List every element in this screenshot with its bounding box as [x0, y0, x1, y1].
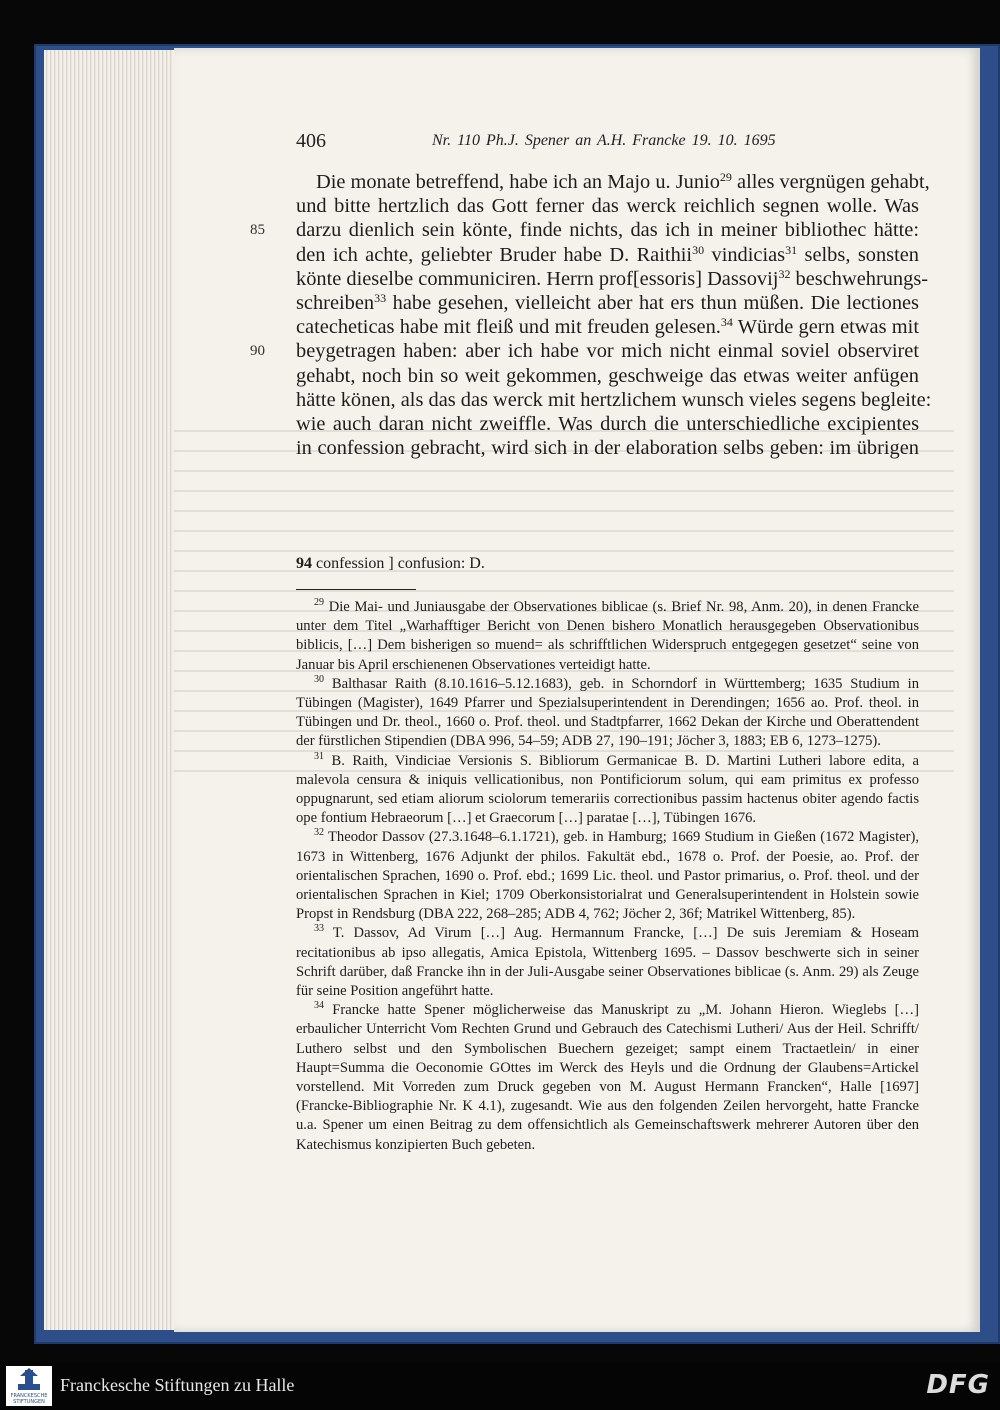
text-line: und bitte hertzlich das Gott ferner das werck reichlich segnen wolle. Was [296, 195, 919, 218]
footnote-number: 29 [314, 597, 324, 608]
text-line: könte dieselbe communiciren. Herrn prof[essoris] Dassovij$^{32}$ beschwehrungs- [296, 266, 929, 290]
footnote [296, 924, 919, 1001]
text-line: hätte könen, als das das werck mit hertzlichem wunsch vieles segens begleite: [296, 388, 932, 411]
apparatus-text: confession ] confusion: D. [316, 555, 485, 572]
footnote [296, 752, 919, 829]
footnote-number: 33 [314, 923, 324, 935]
footnote [296, 598, 919, 675]
text-line: wie auch daran nicht zweiffle. Was durch die unterschiedliche excipientes [296, 412, 919, 435]
institution-name[interactable]: Franckesche Stiftungen zu Halle [60, 1375, 295, 1395]
text-line: in confession gebracht, wird sich in der elaboration selbs geben: im übrigen [296, 437, 919, 460]
footnote [296, 1001, 919, 1155]
text-line: den ich achte, geliebter Bruder habe D. Raithii$^{30}$ vindicias$^{31}$ selbs, sonsten [296, 242, 919, 266]
footnote-text: Balthasar Raith (8.10.1616–5.12.1683), geb. in Schorndorf in Württemberg; 1635 Studium in Tübingen (Magister), 1649 Pfarrer und Spezialsuperintendent in Derendingen; 1656 ao. Prof. theol. in Tübingen und Dr. theol., 1660 o. Prof. theol. und Stadtpfarrer, 1662 Dekan der Kirche und Oberattendent der fürstlichen Stipendien (DBA 996, 54–59; ADB 27, 190–191; Jöcher 3, 1883; EB 6, 1273–1275). [296, 675, 919, 750]
footnote [296, 828, 919, 924]
footnote-number: 30 [314, 673, 324, 685]
text-line: catecheticas habe mit fleiß und mit freuden gelesen.$^{34}$ Würde gern etwas mit [296, 315, 919, 339]
line-number: 90 [250, 343, 265, 360]
line-number: 85 [250, 222, 265, 239]
page-number: 406 [296, 130, 326, 152]
apparatus-line-ref: 94 [296, 555, 312, 572]
text-line: darzu dienlich sein könte, finde nichts, das ich in meiner bibliothec hätte: 85 [250, 219, 919, 242]
critical-apparatus [296, 555, 485, 573]
footnote-number: 34 [314, 1000, 324, 1012]
footnote-rule [296, 589, 416, 590]
footnote-text: B. Raith, Vindiciae Versionis S. Bibliorum Germanicae B. D. Martini Lutheri labore edita, a malevola censura & iniquis vellicationibus, non Pontificiorum solum, qui eam primitus ex professo oppugnarunt, sed etiam aliorum sciolorum temerariis correctionibus passim hactenus obiter agendo factis ope fontium Hebraeorum […] et Graecorum […] paratae […], Tübingen 1676. [296, 752, 919, 827]
svg-text:FRANCKESCHE: FRANCKESCHE [10, 1393, 48, 1399]
footnote-text: T. Dassov, Ad Virum […] Aug. Hermannum Francke, […] De suis Jeremiam & Hoseam recitationibus ab ipso allegatis, Amica Epistola, Wittenberg 1695. – Dassov beschwerte sich in seiner Schrift darüber, daß Francke ihn in der Juli-Ausgabe seiner Observationes biblicae (s. Anm. 29) als Zeuge für seine Position angeführt hatte. [296, 925, 919, 1000]
franckesche-stiftungen-logo [6, 1366, 52, 1406]
text-line: gehabt, noch bin so weit gekommen, geschweige das etwas weiter anfügen [296, 364, 919, 387]
footnote-text: Die Mai- und Juniausgabe der Observationes biblicae (s. Brief Nr. 98, Anm. 20), in denen Francke unter dem Titel „Warhafftiger Bericht von Denen bishero Monatlich herausgegeben Observationibus biblicis, […] Dem bisherigen so muend= als schrifftlichen Widerspruch entgegegen gesetzet“ seine von Januar bis April erschienenen Observationes verteidigt hatte. [296, 599, 919, 673]
footnote [296, 675, 919, 752]
footnote-number: 32 [314, 827, 324, 839]
dfg-logo: DFG [926, 1370, 990, 1400]
footnote-text: Theodor Dassov (27.3.1648–6.1.1721), geb. in Hamburg; 1669 Studium in Gießen (1672 Magister), 1673 in Wittenberg, 1676 Adjunkt der philos. Fakultät ebd., 1678 o. Prof. der Poesie, ao. Prof. der orientalischen Sprachen, 1690 o. Prof. ebd.; 1699 Lic. theol. und Pastor primarius, o. Prof. theol. und der orientalischen Sprachen in Kiel; 1709 Oberkonsistorialrat und Generalsuperintendent in Holstein sowie Propst in Rendsburg (DBA 222, 268–285; ADB 4, 762; Jöcher 2, 36f; Matrikel Wittenberg, 85). [296, 829, 919, 923]
running-head: Nr. 110 Ph.J. Spener an A.H. Francke 19. 10. 1695 [432, 132, 776, 149]
svg-text:STIFTUNGEN: STIFTUNGEN [13, 1399, 45, 1405]
footnote-text: Francke hatte Spener möglicherweise das Manuskript zu „M. Johann Hieron. Wieglebs […] erbaulicher Unterricht Vom Rechten Grund und Gebrauch des Catechismi Lutheri/ Aus der Heil. Schrifft/ Luthero selbst und den Symbolischen Buechern gezeiget; sampt einem Tractaetlein/ in einer Haupt=Summa die Oeconomie GOttes im Werck des Heyls und die Ordnung der Glaubens=Artickel vorstellend. Mit Vorreden zum Druck gegeben von M. August Hermann Francken“, Halle [1697] (Francke-Bibliographie Nr. K 4.1), zugesandt. Wie aus den folgenden Zeilen hervorgeht, hatte Francke u.a. Spener um einen Beitrag zu dem offensichtlich als Gemeinschaftswerk mehrerer Autoren über den Katechismus konzipierten Buch gebeten. [296, 1002, 919, 1153]
text-line: schreiben$^{33}$ habe gesehen, vielleicht aber hat ers thun müßen. Die lectiones [296, 290, 919, 314]
footer-bar [0, 1362, 1000, 1410]
footnote-number: 31 [314, 750, 324, 762]
text-line: beygetragen haben: aber ich habe vor mich nicht einmal soviel observiret 90 [250, 340, 919, 363]
text-line: Die monate betreffend, habe ich an Majo u. Junio$^{29}$ alles vergnügen gehabt, [316, 170, 930, 193]
footnotes [296, 598, 919, 1155]
page-header [0, 130, 1000, 154]
page-edges [44, 50, 175, 1330]
main-text [250, 170, 932, 460]
